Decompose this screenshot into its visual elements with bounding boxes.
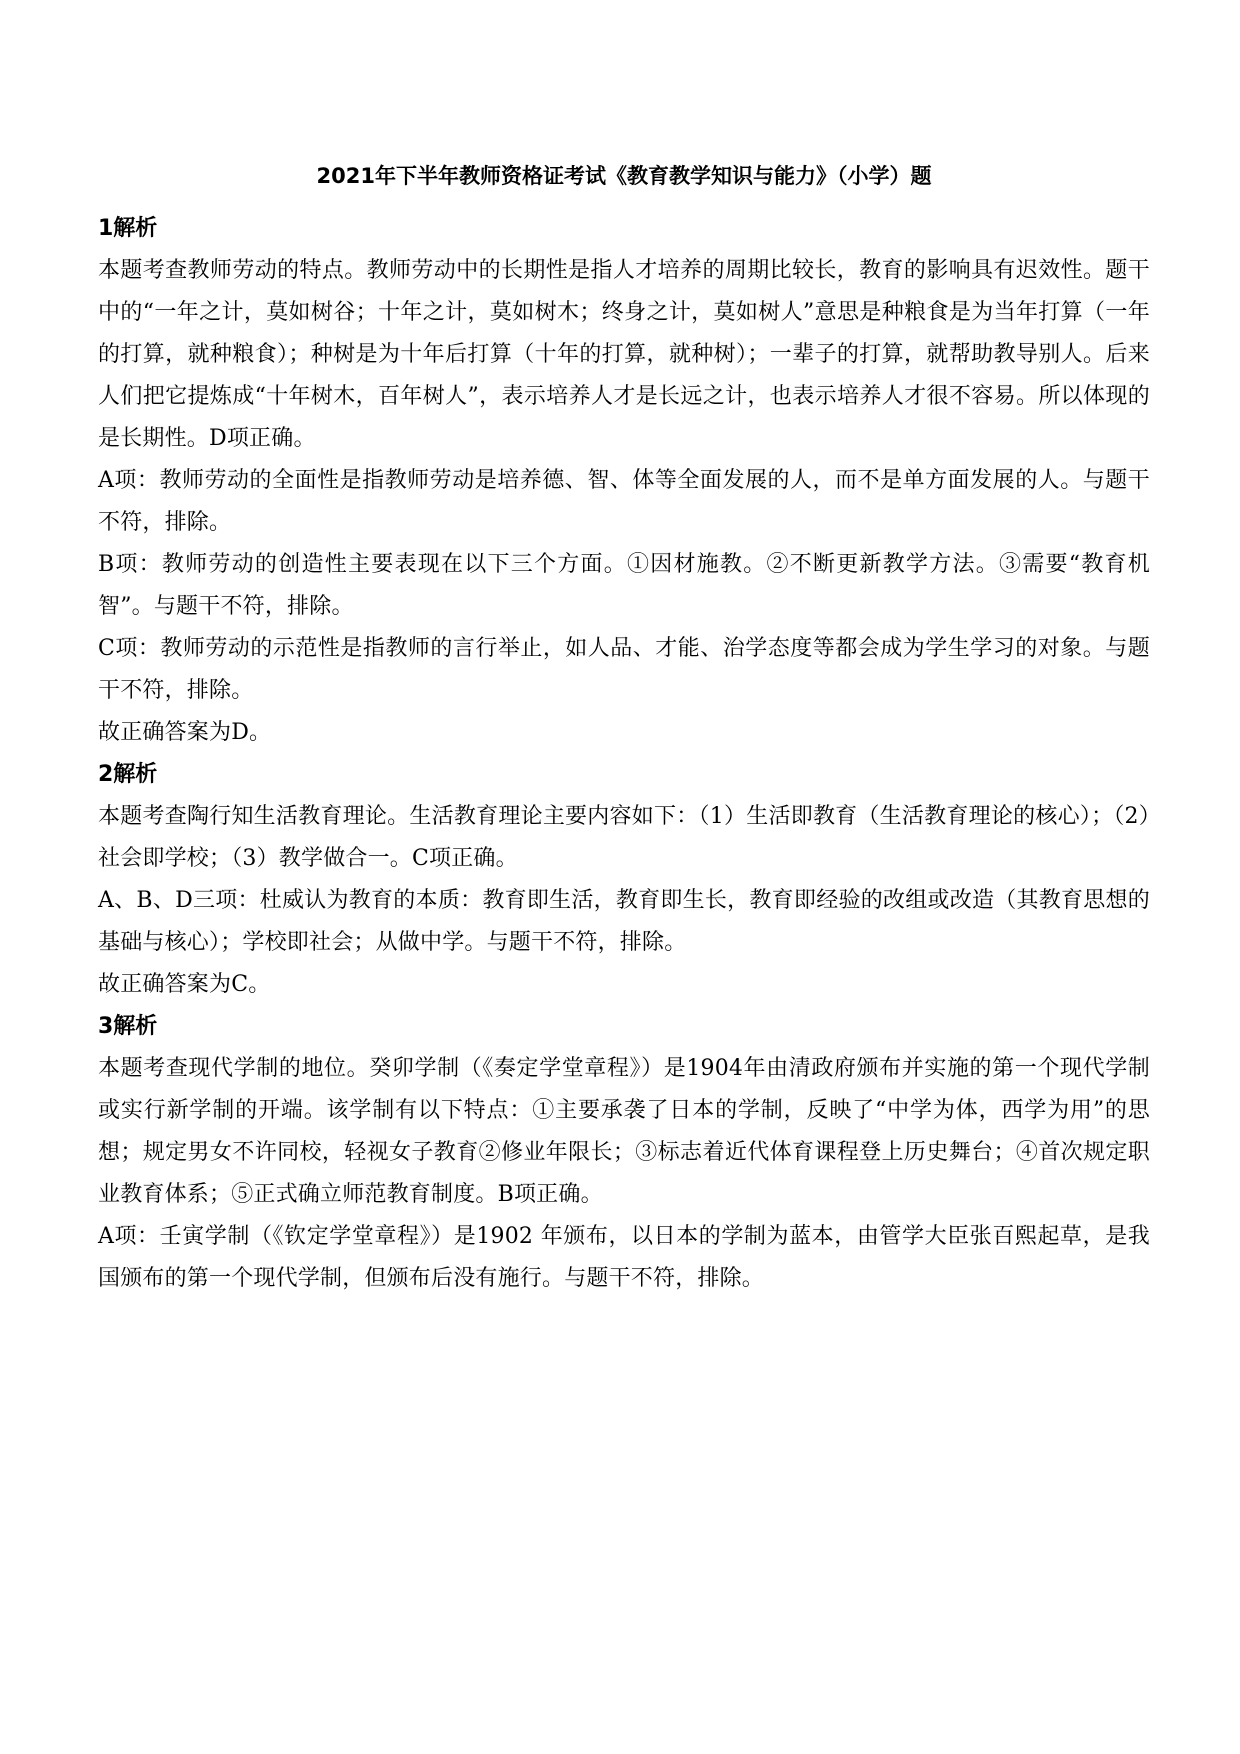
paragraph: 故正确答案为C。 — [98, 972, 271, 997]
paragraph: 本题考查教师劳动的特点。教师劳动中的长期性是指人才培养的周期比较长，教育的影响具有迟效性。题干中的“一年之计，莫如树谷；十年之计，莫如树木；终身之计，莫如树人”意思是种粮食是为当年打算（一年的打算，就种粮食）；种树是为十年后打算（十年的打算，就种树）；一辈子的打算，就帮助教导别人。后来人们把它提炼成“十年树木，百年树人”，表示培养人才是长远之计，也表示培养人才很不容易。所以体现的是长期性。D项正确。 — [98, 258, 1150, 451]
section-heading: 1解析 — [98, 216, 158, 241]
paragraph: 本题考查陶行知生活教育理论。生活教育理论主要内容如下：（1）生活即教育（生活教育理论的核心）；（2）社会即学校；（3）教学做合一。C项正确。 — [98, 804, 1150, 871]
section-1 — [98, 208, 1150, 754]
paragraph: 故正确答案为D。 — [98, 720, 272, 745]
paragraph: C项：教师劳动的示范性是指教师的言行举止，如人品、才能、治学态度等都会成为学生学习的对象。与题干不符，排除。 — [98, 636, 1150, 703]
section-heading: 3解析 — [98, 1014, 158, 1039]
paragraph: 本题考查现代学制的地位。癸卯学制（《奏定学堂章程》）是1904年由清政府颁布并实施的第一个现代学制或实行新学制的开端。该学制有以下特点：①主要承袭了日本的学制，反映了“中学为体，西学为用”的思想；规定男女不许同校，轻视女子教育②修业年限长；③标志着近代体育课程登上历史舞台；④首次规定职业教育体系；⑤正式确立师范教育制度。B项正确。 — [98, 1056, 1150, 1207]
section-heading: 2解析 — [98, 762, 158, 787]
section-2 — [98, 754, 1150, 1006]
paragraph: A、B、D三项：杜威认为教育的本质：教育即生活，教育即生长，教育即经验的改组或改造（其教育思想的基础与核心）；学校即社会；从做中学。与题干不符，排除。 — [98, 888, 1150, 955]
paragraph: A项：教师劳动的全面性是指教师劳动是培养德、智、体等全面发展的人，而不是单方面发展的人。与题干不符，排除。 — [98, 468, 1150, 535]
section-3 — [98, 1006, 1150, 1300]
document-title: 2021年下半年教师资格证考试《教育教学知识与能力》（小学）题 — [316, 164, 932, 188]
paragraph: A项：壬寅学制（《钦定学堂章程》）是1902 年颁布，以日本的学制为蓝本，由管学大臣张百熙起草，是我国颁布的第一个现代学制，但颁布后没有施行。与题干不符，排除。 — [98, 1224, 1150, 1291]
paragraph: B项：教师劳动的创造性主要表现在以下三个方面。①因材施教。②不断更新教学方法。③需要“教育机智”。与题干不符，排除。 — [98, 552, 1150, 619]
